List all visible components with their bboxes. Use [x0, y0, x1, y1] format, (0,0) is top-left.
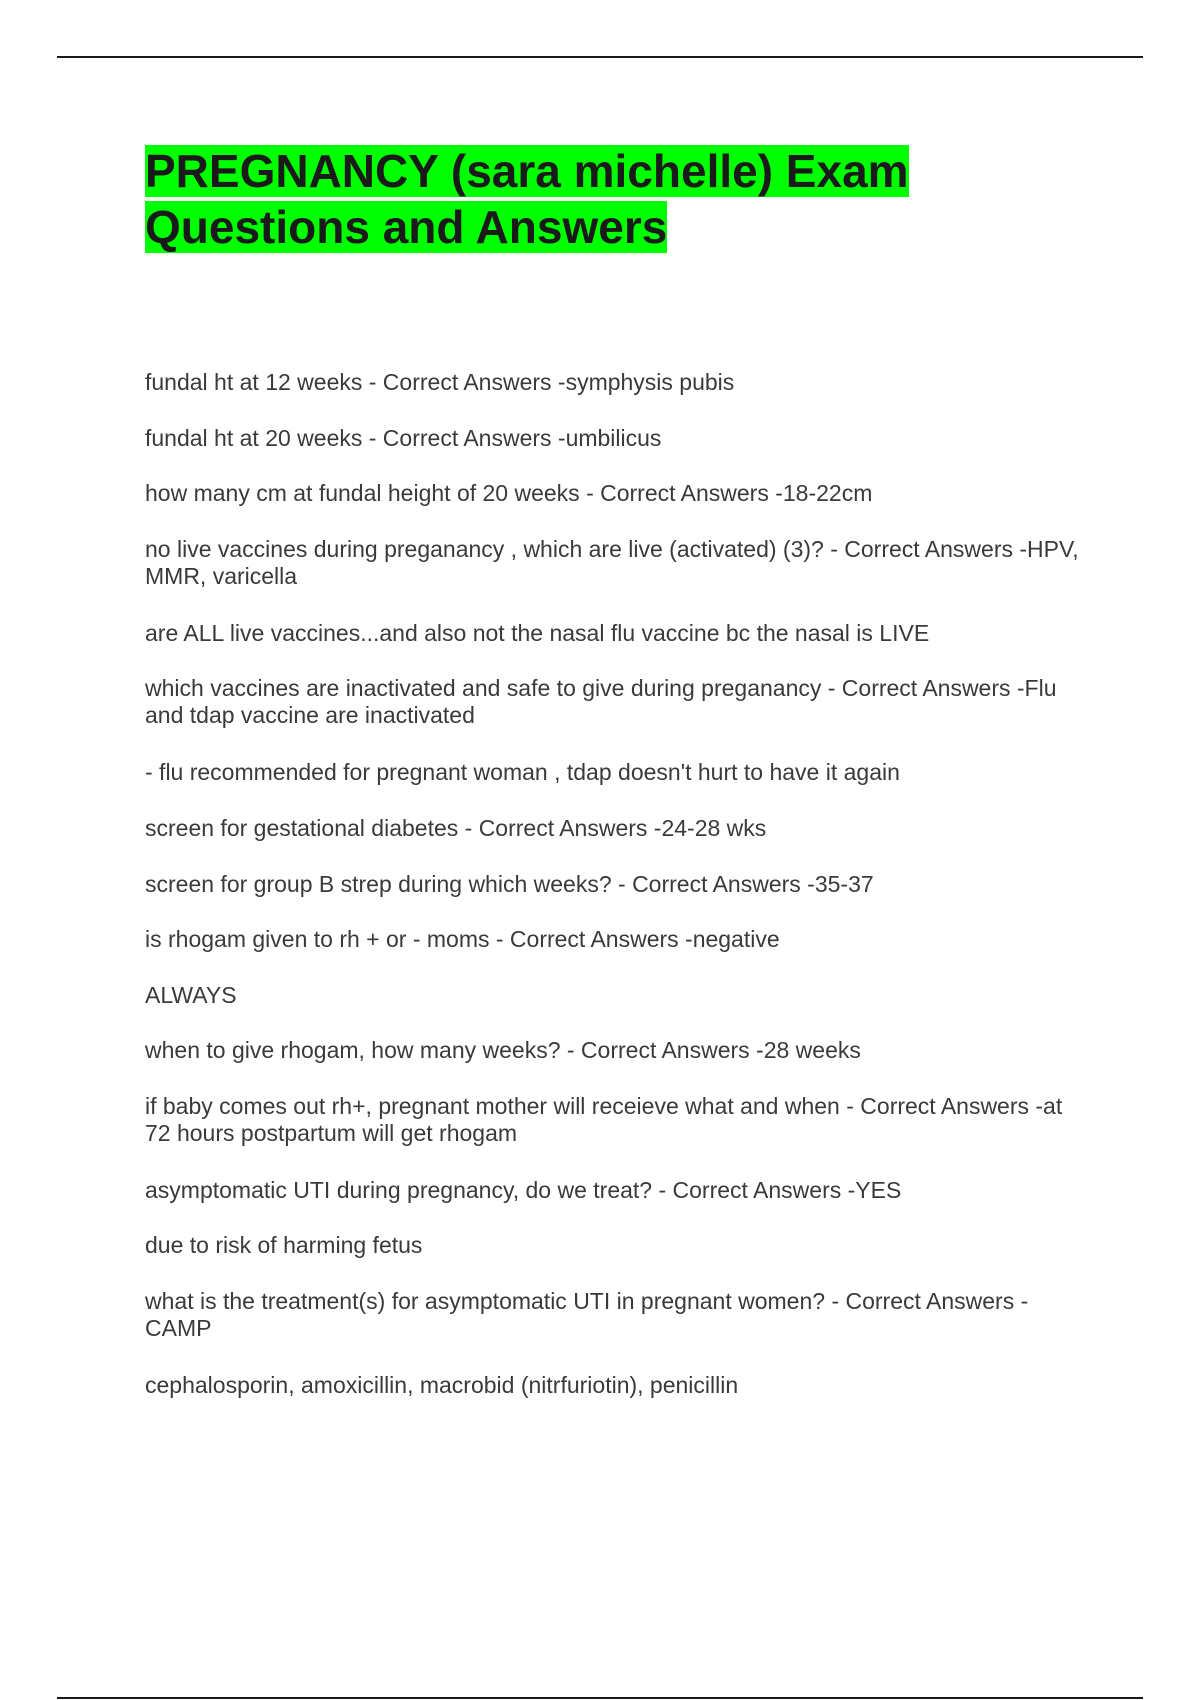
qa-paragraph: what is the treatment(s) for asymptomatic UTI in pregnant women? - Correct Answers -CAMP [145, 1288, 1029, 1341]
qa-paragraph: fundal ht at 20 weeks - Correct Answers -umbilicus [145, 425, 662, 451]
document-title [145, 143, 1045, 255]
qa-paragraph: due to risk of harming fetus [145, 1232, 423, 1258]
qa-paragraph: is rhogam given to rh + or - moms - Correct Answers -negative [145, 926, 780, 952]
qa-paragraph: asymptomatic UTI during pregnancy, do we treat? - Correct Answers -YES [145, 1177, 902, 1203]
qa-paragraph: which vaccines are inactivated and safe to give during preganancy - Correct Answers -Flu and tdap vaccine are inactivated [145, 675, 1057, 728]
qa-paragraph: fundal ht at 12 weeks - Correct Answers -symphysis pubis [145, 369, 735, 395]
qa-paragraph: no live vaccines during preganancy , which are live (activated) (3)? - Correct Answers -HPV, MMR, varicella [145, 536, 1079, 589]
qa-paragraph: ALWAYS [145, 982, 237, 1008]
qa-paragraph: are ALL live vaccines...and also not the nasal flu vaccine bc the nasal is LIVE [145, 620, 930, 646]
qa-paragraph: - flu recommended for pregnant woman , tdap doesn't hurt to have it again [145, 759, 900, 785]
top-rule [57, 56, 1143, 58]
qa-paragraph: when to give rhogam, how many weeks? - Correct Answers -28 weeks [145, 1037, 861, 1063]
qa-paragraph: cephalosporin, amoxicillin, macrobid (nitrfuriotin), penicillin [145, 1372, 739, 1398]
title-line-1: PREGNANCY (sara michelle) Exam [145, 145, 909, 197]
title-line-2: Questions and Answers [145, 201, 668, 253]
qa-paragraph: if baby comes out rh+, pregnant mother will receieve what and when - Correct Answers -at 72 hours postpartum will get rhogam [145, 1093, 1063, 1146]
qa-paragraph: how many cm at fundal height of 20 weeks - Correct Answers -18-22cm [145, 480, 873, 506]
qa-paragraph: screen for gestational diabetes - Correct Answers -24-28 wks [145, 815, 767, 841]
qa-paragraph: screen for group B strep during which weeks? - Correct Answers -35-37 [145, 871, 874, 897]
bottom-rule [57, 1697, 1143, 1699]
